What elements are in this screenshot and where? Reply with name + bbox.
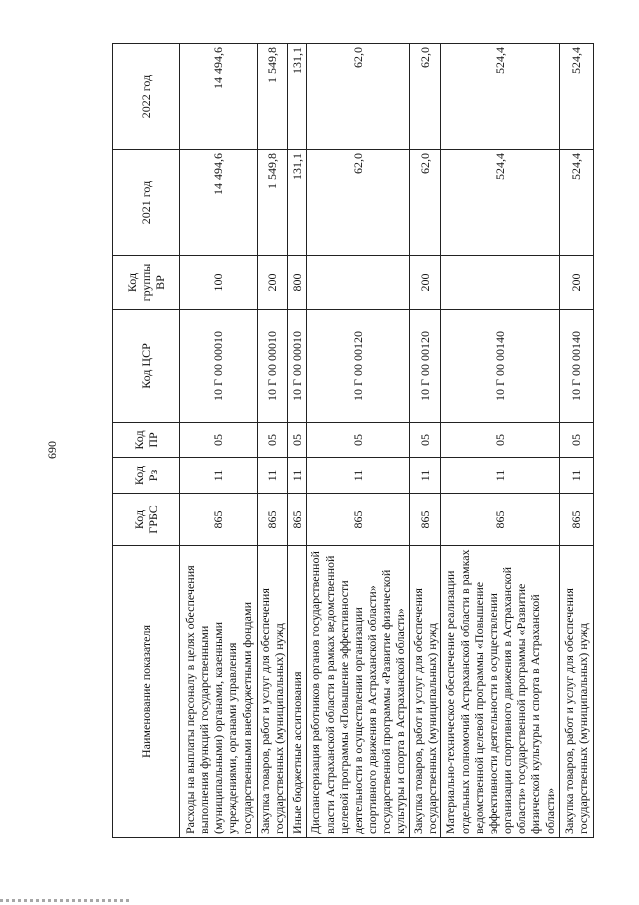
row-csr: 10 Г 00 00010 [288,310,307,423]
row-csr: 10 Г 00 00010 [180,310,258,423]
row-name: Закупка товаров, работ и услуг для обеспечения государственных (муниципальных) нужд [257,546,287,838]
row-csr: 10 Г 00 00140 [559,310,593,423]
budget-table-wrapper [112,44,594,838]
page-number: 690 [44,441,59,459]
row-2022: 62,0 [306,44,410,150]
row-name: Материально-техническое обеспечение реализации отдельных полномочий Астраханской области в рамках ведомственной целевой программы «Повышение эффективности деятельности в осуществлении организации спортивного движения в Астраханской области» государственной программы «Развитие физической культуры и спорта в Астраханской области» [441,546,559,838]
row-rz: 11 [306,458,410,494]
row-pr: 05 [441,423,559,458]
row-name: Иные бюджетные ассигнования [288,546,307,838]
row-vr: 200 [559,256,593,310]
header-name: Наименование показателя [113,546,180,838]
row-grbs: 865 [441,494,559,546]
row-2021: 1 549,8 [257,150,287,256]
row-2022: 62,0 [410,44,441,150]
row-vr: 100 [180,256,258,310]
row-name: Диспансеризация работников органов государственной власти Астраханской области в рамках ведомственной целевой программы «Повышение эффективности деятельности в осуществлении организации спортивного движения в Астраханской области» государственной программы «Развитие физической культуры и спорта в Астраханской области» [306,546,410,838]
header-vr: Код группы ВР [113,256,180,310]
row-2021: 62,0 [410,150,441,256]
row-pr: 05 [288,423,307,458]
table-row [257,44,287,838]
row-vr [306,256,410,310]
row-2021: 62,0 [306,150,410,256]
row-csr: 10 Г 00 00010 [257,310,287,423]
row-pr: 05 [559,423,593,458]
budget-table [112,43,594,838]
row-grbs: 865 [306,494,410,546]
header-2021: 2021 год [113,150,180,256]
row-pr: 05 [410,423,441,458]
row-grbs: 865 [410,494,441,546]
header-grbs: Код ГРБС [113,494,180,546]
header-csr: Код ЦСР [113,310,180,423]
row-rz: 11 [441,458,559,494]
row-2021: 524,4 [441,150,559,256]
row-2021: 14 494,6 [180,150,258,256]
row-2021: 131,1 [288,150,307,256]
row-csr: 10 Г 00 00140 [441,310,559,423]
row-pr: 05 [257,423,287,458]
row-2022: 131,1 [288,44,307,150]
table-row [410,44,441,838]
row-vr: 800 [288,256,307,310]
row-vr: 200 [257,256,287,310]
row-grbs: 865 [257,494,287,546]
scan-artifact-line [0,899,130,902]
table-row [559,44,593,838]
row-pr: 05 [180,423,258,458]
row-grbs: 865 [559,494,593,546]
row-csr: 10 Г 00 00120 [410,310,441,423]
row-rz: 11 [288,458,307,494]
row-rz: 11 [180,458,258,494]
header-pr: Код ПР [113,423,180,458]
row-pr: 05 [306,423,410,458]
table-row [288,44,307,838]
row-2022: 1 549,8 [257,44,287,150]
row-csr: 10 Г 00 00120 [306,310,410,423]
row-rz: 11 [559,458,593,494]
table-row [306,44,410,838]
row-2022: 524,4 [559,44,593,150]
row-name: Закупка товаров, работ и услуг для обеспечения государственных (муниципальных) нужд [559,546,593,838]
row-2022: 14 494,6 [180,44,258,150]
row-rz: 11 [257,458,287,494]
row-vr: 200 [410,256,441,310]
table-row [180,44,258,838]
row-vr [441,256,559,310]
row-grbs: 865 [288,494,307,546]
row-grbs: 865 [180,494,258,546]
row-name: Расходы на выплаты персоналу в целях обеспечения выполнения функций государственными (муниципальными) органами, казенными учреждениями, органами управления государственными внебюджетными фондами [180,546,258,838]
row-name: Закупка товаров, работ и услуг для обеспечения государственных (муниципальных) нужд [410,546,441,838]
header-2022: 2022 год [113,44,180,150]
row-2022: 524,4 [441,44,559,150]
table-row [441,44,559,838]
table-header-row [113,44,180,838]
row-rz: 11 [410,458,441,494]
row-2021: 524,4 [559,150,593,256]
header-rz: Код Рз [113,458,180,494]
